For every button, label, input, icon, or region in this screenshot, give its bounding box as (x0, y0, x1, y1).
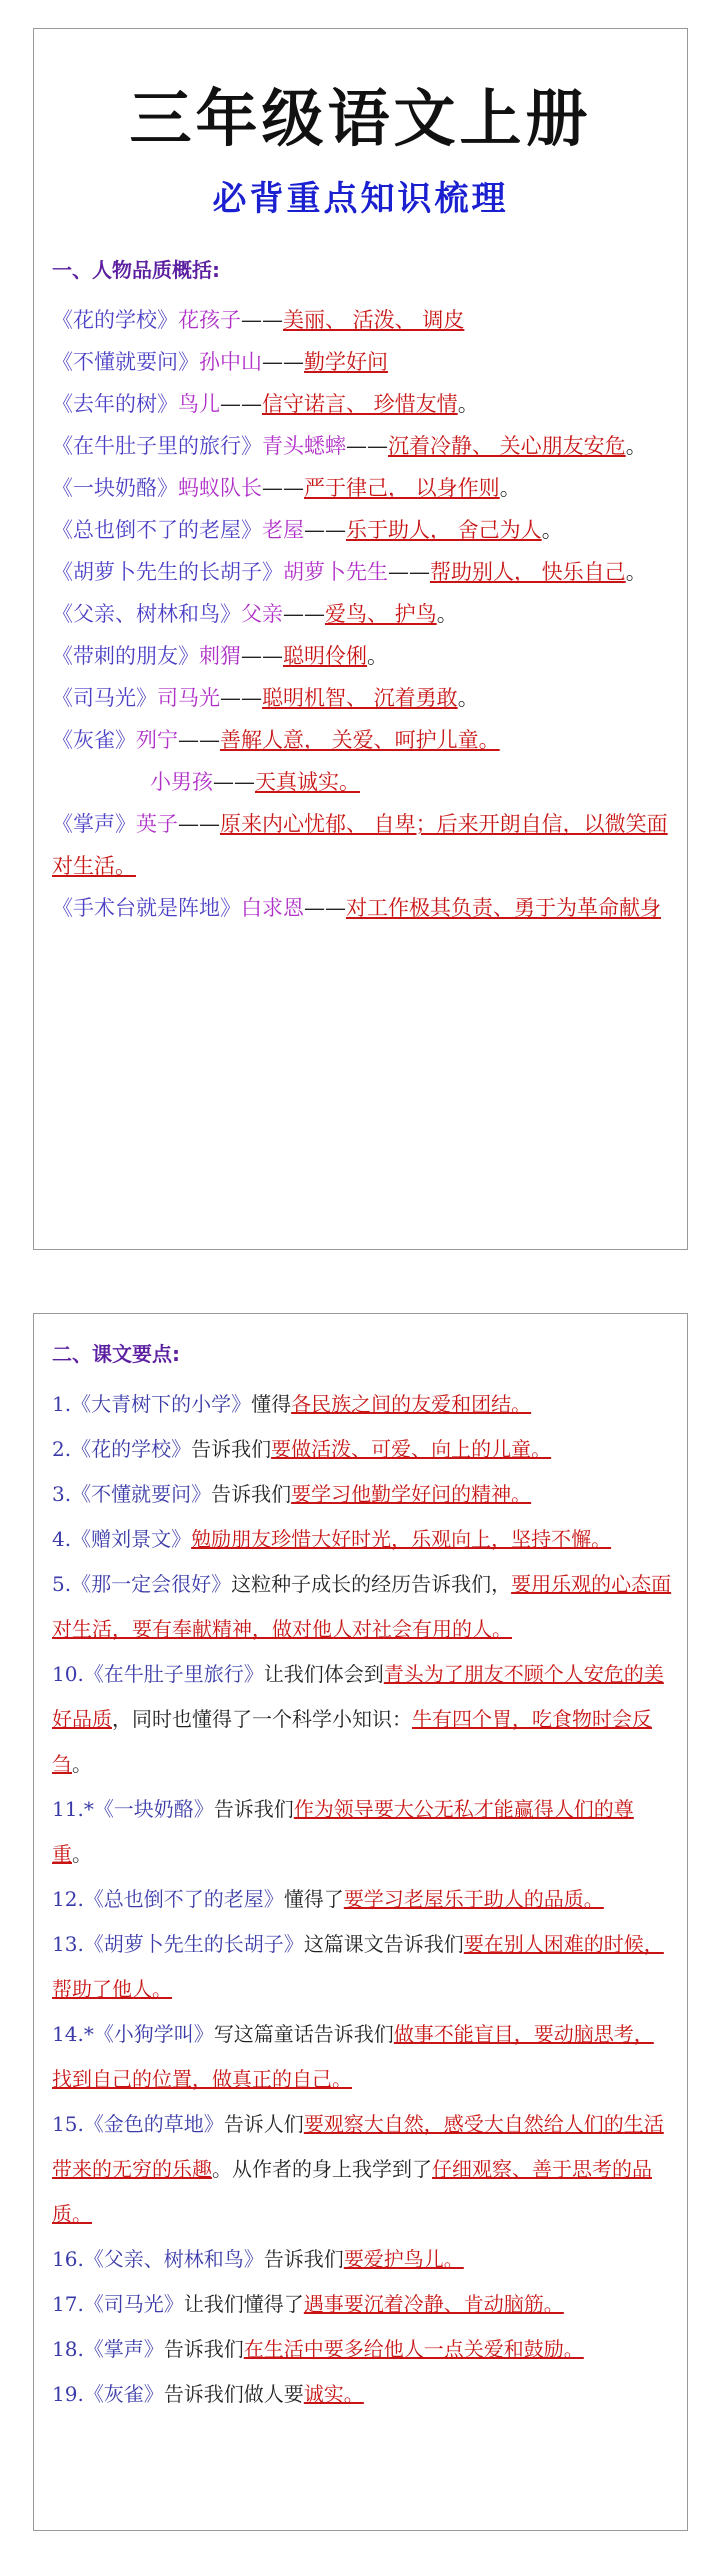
item-number: 4. (52, 1527, 72, 1551)
lesson-point-item (52, 1382, 673, 1427)
character-trait: 原来内心忧郁、 自卑；后来开朗自信，以微笑面对生活。 (52, 812, 668, 878)
dash-separator: —— (346, 434, 388, 458)
key-point: 要学习他勤学好问的精神。 (291, 1482, 532, 1506)
item-number: 3. (52, 1482, 72, 1506)
lesson-point-item (52, 2282, 673, 2327)
item-number: 18. (52, 2337, 84, 2361)
page-title: 三年级语文上册 (129, 82, 592, 155)
character-name: 胡萝卜先生 (283, 560, 388, 584)
lesson-title: 《胡萝卜先生的长胡子》 (83, 1932, 304, 1956)
lesson-title: 《父亲、树林和鸟》 (83, 2247, 264, 2271)
trait-item (52, 467, 673, 509)
end-punctuation: 。 (625, 434, 647, 458)
page-subtitle: 必背重点知识梳理 (212, 179, 509, 219)
dash-separator: —— (220, 392, 262, 416)
point-text: 这篇课文告诉我们 (303, 1932, 464, 1956)
end-punctuation: 。 (625, 560, 647, 584)
lesson-point-item (52, 2102, 673, 2237)
lesson-point-item (52, 1922, 673, 2012)
lesson-title: 《胡萝卜先生的长胡子》 (52, 560, 283, 584)
trait-item (52, 341, 673, 383)
key-point: 要学习老屋乐于助人的品质。 (343, 1887, 604, 1911)
lesson-point-item (52, 1472, 673, 1517)
character-trait: 沉着冷静、 关心朋友安危 (388, 434, 626, 458)
key-point: 做事不能盲目，要动脑思考，找到自己的位置，做真正的自己。 (52, 2022, 654, 2091)
lesson-point-item (52, 2372, 673, 2417)
lesson-title: 《掌声》 (83, 2337, 164, 2361)
character-name: 小男孩 (150, 770, 213, 794)
point-text: 告诉我们 (263, 2247, 344, 2271)
lesson-points-panel (33, 1313, 688, 2531)
character-trait: 美丽、 活泼、 调皮 (283, 308, 465, 332)
point-text: 告诉我们 (163, 2337, 244, 2361)
trait-item (52, 803, 673, 887)
point-text: 。 (72, 1842, 92, 1866)
character-trait: 聪明机智、 沉着勇敢 (262, 686, 458, 710)
key-point: 牛有四个胃，吃食物时会反刍 (52, 1707, 652, 1776)
character-name: 司马光 (157, 686, 220, 710)
character-name: 列宁 (136, 728, 178, 752)
key-point: 要观察大自然，感受大自然给人们的生活带来的无穷的乐趣 (52, 2112, 664, 2181)
point-text: 告诉我们 (213, 1797, 294, 1821)
lesson-title: *《小狗学叫》 (83, 2022, 214, 2046)
end-punctuation: 。 (499, 476, 521, 500)
character-traits-panel (33, 28, 688, 1250)
character-trait: 爱鸟、 护鸟 (325, 602, 437, 626)
lesson-point-item (52, 2327, 673, 2372)
trait-item (52, 677, 673, 719)
key-point: 各民族之间的友爱和团结。 (291, 1392, 532, 1416)
lesson-title: 《大青树下的小学》 (71, 1392, 252, 1416)
trait-item (52, 887, 673, 929)
item-number: 15. (52, 2112, 84, 2136)
character-name: 刺猬 (199, 644, 241, 668)
key-point: 要用乐观的心态面对生活，要有奉献精神，做对他人对社会有用的人。 (52, 1572, 672, 1641)
item-number: 14. (52, 2022, 84, 2046)
character-name: 蚂蚁队长 (178, 476, 262, 500)
character-name: 鸟儿 (178, 392, 220, 416)
trait-item (52, 761, 673, 803)
item-number: 19. (52, 2382, 84, 2406)
character-trait: 帮助别人， 快乐自己 (430, 560, 626, 584)
key-point: 诚实。 (303, 2382, 364, 2406)
point-text: 。从作者的身上我学到了 (212, 2157, 432, 2181)
lesson-point-item (52, 1562, 673, 1652)
lesson-point-item (52, 1517, 673, 1562)
point-text: 写这篇童话告诉我们 (213, 2022, 394, 2046)
point-text: ，同时也懂得了一个科学小知识： (112, 1707, 412, 1731)
character-name: 老屋 (262, 518, 304, 542)
lesson-title: 《掌声》 (52, 812, 136, 836)
item-number: 16. (52, 2247, 84, 2271)
section-heading-traits: 一、人物品质概括: (52, 258, 220, 282)
trait-item (52, 299, 673, 341)
trait-item (52, 383, 673, 425)
character-trait: 勤学好问 (304, 350, 388, 374)
lesson-point-item (52, 2012, 673, 2102)
dash-separator: —— (388, 560, 430, 584)
lesson-point-item (52, 1652, 673, 1787)
dash-separator: —— (304, 896, 346, 920)
point-text: 懂得 (251, 1392, 292, 1416)
item-number: 10. (52, 1662, 84, 1686)
lesson-title: 《去年的树》 (52, 392, 178, 416)
character-name: 父亲 (241, 602, 283, 626)
key-point: 要爱护鸟儿。 (343, 2247, 464, 2271)
point-text: 。 (72, 1752, 92, 1776)
trait-item (52, 551, 673, 593)
lesson-point-item (52, 1427, 673, 1472)
dash-separator: —— (241, 644, 283, 668)
trait-item (52, 593, 673, 635)
point-text: 懂得了 (283, 1887, 344, 1911)
lesson-title: 《带刺的朋友》 (52, 644, 199, 668)
point-text: 这粒种子成长的经历告诉我们， (231, 1572, 512, 1596)
item-number: 11. (52, 1797, 84, 1821)
lesson-point-item (52, 2237, 673, 2282)
point-text: 让我们懂得了 (183, 2292, 304, 2316)
lesson-title: 《不懂就要问》 (52, 350, 199, 374)
lesson-title: 《司马光》 (52, 686, 157, 710)
end-punctuation: 。 (457, 392, 479, 416)
lesson-point-item (52, 1787, 673, 1877)
end-punctuation: 。 (367, 644, 388, 668)
key-point: 勉励朋友珍惜大好时光，乐观向上，坚持不懈。 (191, 1527, 612, 1551)
trait-item (52, 635, 673, 677)
key-point: 要做活泼、可爱、向上的儿童。 (271, 1437, 552, 1461)
character-name: 英子 (136, 812, 178, 836)
point-text: 告诉我们 (211, 1482, 292, 1506)
lesson-title: 《总也倒不了的老屋》 (83, 1887, 284, 1911)
lesson-title: 《不懂就要问》 (71, 1482, 212, 1506)
item-number: 17. (52, 2292, 84, 2316)
lesson-title: 《司马光》 (83, 2292, 184, 2316)
lesson-title: 《手术台就是阵地》 (52, 896, 241, 920)
character-trait: 信守诺言、 珍惜友情 (262, 392, 458, 416)
item-number: 1. (52, 1392, 72, 1416)
item-number: 2. (52, 1437, 72, 1461)
trait-item (52, 425, 673, 467)
lesson-title: 《那一定会很好》 (71, 1572, 232, 1596)
lesson-title: 《灰雀》 (52, 728, 136, 752)
trait-item (52, 509, 673, 551)
lesson-title: 《父亲、树林和鸟》 (52, 602, 241, 626)
character-name: 白求恩 (241, 896, 304, 920)
character-name: 花孩子 (178, 308, 241, 332)
dash-separator: —— (178, 728, 220, 752)
key-point: 遇事要沉着冷静、肯动脑筋。 (303, 2292, 564, 2316)
lesson-title: 《一块奶酪》 (52, 476, 178, 500)
dash-separator: —— (304, 518, 346, 542)
character-trait: 乐于助人， 舍己为人 (346, 518, 542, 542)
character-trait: 善解人意， 关爱、呵护儿童。 (220, 728, 500, 752)
character-trait: 严于律己， 以身作则 (304, 476, 500, 500)
key-point: 要在别人困难的时候，帮助了他人。 (52, 1932, 664, 2001)
dash-separator: —— (262, 476, 304, 500)
lesson-title: *《一块奶酪》 (83, 1797, 214, 1821)
points-list (52, 1382, 673, 2417)
end-punctuation: 。 (457, 686, 479, 710)
end-punctuation: 。 (436, 602, 458, 626)
dash-separator: —— (178, 812, 220, 836)
point-text: 让我们体会到 (263, 1662, 384, 1686)
trait-item (52, 719, 673, 761)
item-number: 12. (52, 1887, 84, 1911)
key-point: 在生活中要多给他人一点关爱和鼓励。 (243, 2337, 584, 2361)
point-text: 告诉人们 (223, 2112, 304, 2136)
lesson-title: 《灰雀》 (83, 2382, 164, 2406)
character-name: 青头蟋蟀 (262, 434, 346, 458)
end-punctuation: 。 (541, 518, 563, 542)
lesson-title: 《花的学校》 (71, 1437, 192, 1461)
lesson-title: 《在牛肚子里旅行》 (83, 1662, 264, 1686)
lesson-title: 《赠刘景文》 (71, 1527, 192, 1551)
dash-separator: —— (241, 308, 283, 332)
dash-separator: —— (220, 686, 262, 710)
character-name: 孙中山 (199, 350, 262, 374)
item-number: 5. (52, 1572, 72, 1596)
dash-separator: —— (283, 602, 325, 626)
point-text: 告诉我们 (191, 1437, 272, 1461)
key-point: 仔细观察、善于思考的品质。 (52, 2157, 652, 2226)
dash-separator: —— (262, 350, 304, 374)
character-trait: 聪明伶俐 (283, 644, 367, 668)
item-number: 13. (52, 1932, 84, 1956)
lesson-title: 《金色的草地》 (83, 2112, 224, 2136)
lesson-point-item (52, 1877, 673, 1922)
dash-separator: —— (213, 770, 255, 794)
character-trait: 天真诚实。 (255, 770, 360, 794)
lesson-title: 《总也倒不了的老屋》 (52, 518, 262, 542)
point-text: 告诉我们做人要 (163, 2382, 304, 2406)
character-trait: 对工作极其负责、勇于为革命献身 (346, 896, 661, 920)
lesson-title: 《在牛肚子里的旅行》 (52, 434, 262, 458)
key-point: 作为领导要大公无私才能赢得人们的尊重 (52, 1797, 634, 1866)
key-point: 青头为了朋友不顾个人安危的美好品质 (52, 1662, 664, 1731)
section-heading-points: 二、课文要点: (52, 1342, 180, 1366)
lesson-title: 《花的学校》 (52, 308, 178, 332)
traits-list (52, 299, 673, 929)
